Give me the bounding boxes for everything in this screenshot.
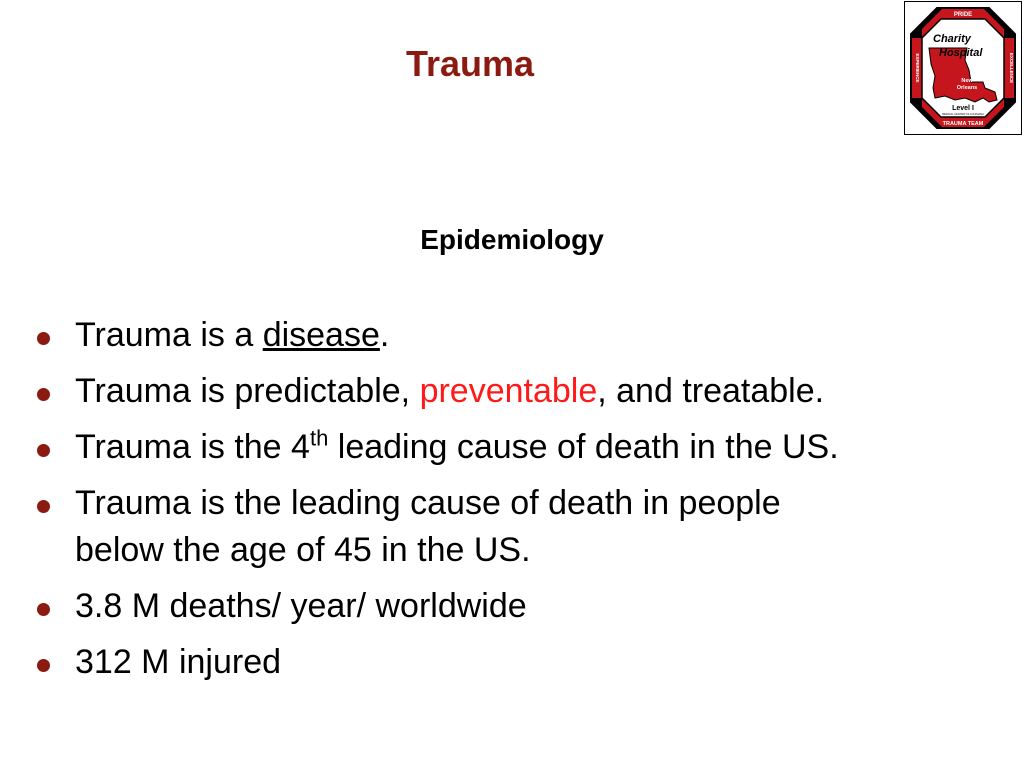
bullet-text: Trauma is a: [75, 316, 263, 354]
bullet-dot-icon: [37, 659, 50, 672]
logo-right-text: EXCELLENCE: [1009, 52, 1014, 84]
bullet-dot-icon: [37, 444, 50, 457]
logo-name-line1: Charity: [933, 33, 971, 45]
logo-level: Level I: [952, 105, 974, 112]
bullet-item: [36, 480, 996, 574]
highlighted-term: preventable: [419, 372, 598, 410]
charity-hospital-logo: [904, 1, 1022, 135]
bullet-item: [36, 368, 996, 415]
bullet-text: , and treatable.: [597, 372, 825, 410]
bullet-text: 312 M injured: [75, 643, 282, 681]
slide-subtitle: Epidemiology: [420, 224, 604, 255]
bullet-item: [36, 583, 996, 630]
slide-title: Trauma: [405, 43, 535, 84]
logo-bottom-text: TRAUMA TEAM: [942, 121, 984, 127]
bullet-text-line1: Trauma is the leading cause of death in people: [75, 484, 781, 522]
bullet-text: 3.8 M deaths/ year/ worldwide: [75, 587, 527, 625]
bullet-text: Trauma is the 4: [75, 428, 310, 466]
bullet-dot-icon: [37, 603, 50, 616]
bullet-text: leading cause of death in the US.: [328, 428, 839, 466]
logo-left-text: EXPERIENCE: [915, 53, 920, 83]
bullet-dot-icon: [37, 332, 50, 345]
logo-name-line2: Hospital: [939, 47, 983, 59]
bullet-text: .: [379, 316, 390, 354]
logo-top-text: PRIDE: [953, 12, 973, 18]
bullet-item: [36, 639, 996, 686]
bullet-dot-icon: [37, 500, 50, 513]
bullet-text-line2: below the age of 45 in the US.: [75, 531, 531, 569]
logo-small-text: MEDICAL CENTER OF LOUISIANA: [942, 113, 984, 116]
underlined-term: disease: [262, 316, 380, 354]
bullet-dot-icon: [37, 388, 50, 401]
bullet-text: Trauma is predictable,: [75, 372, 420, 410]
bullet-item: [36, 312, 996, 359]
bullet-item: [36, 424, 996, 471]
logo-city-line1: New: [961, 78, 973, 84]
superscript-ordinal: th: [309, 425, 329, 451]
bullet-list: [36, 312, 996, 695]
logo-city-line2: Orleans: [956, 85, 978, 91]
